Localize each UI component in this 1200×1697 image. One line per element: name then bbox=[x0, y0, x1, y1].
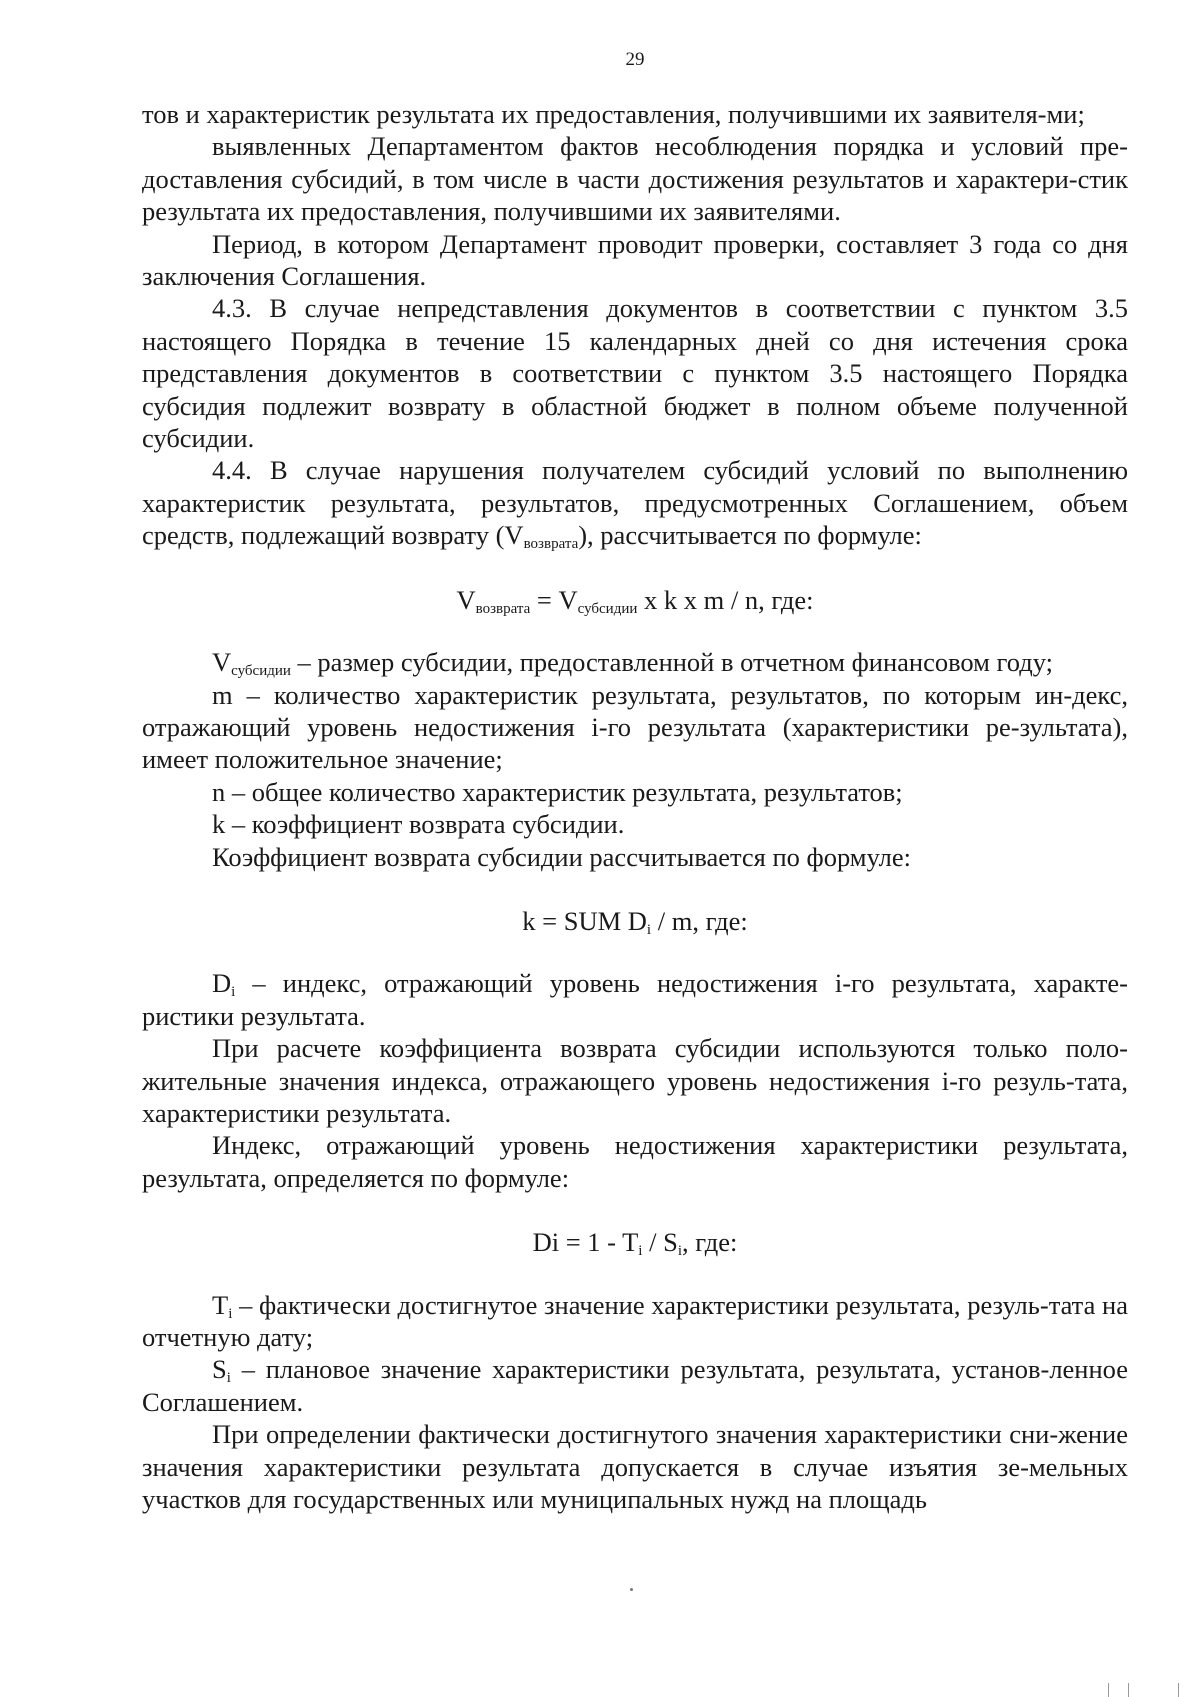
definition-s bbox=[142, 1353, 1128, 1418]
formula-3-sub1: i bbox=[638, 1243, 643, 1260]
paragraph-index-intro: Индекс, отражающий уровень недостижения характеристики результата, результата, определяется по формуле: bbox=[142, 1130, 1128, 1193]
definition-v-letter: V bbox=[212, 647, 232, 678]
paragraph-actual-value: При определении фактически достигнутого значения характеристики сни-жение значения характеристики результата допускается в случае изъятия зе-мельных участков для государственных или муниципальных нужд на площадь bbox=[142, 1419, 1128, 1515]
definition-t-subscript: i bbox=[228, 1305, 233, 1322]
paragraph-4-3: 4.3. В случае непредставления документов в соответствии с пунктом 3.5 настоящего Порядка в течение 15 календарных дней со дня истечения срока представления документов в соответствии с пунктом 3.5 настоящего Порядка субсидия подлежит возврату в областной бюджет в полном объеме полученной субсидии. bbox=[142, 293, 1128, 454]
formula-3-start: Di = 1 - T bbox=[532, 1227, 639, 1258]
definition-t-text: – фактически достигнутое значение характеристики результата, резуль-тата на отчетную дату; bbox=[142, 1289, 1128, 1352]
definition-n: n – общее количество характеристик результата, результатов; bbox=[212, 776, 903, 807]
paragraph-3: Период, в котором Департамент проводит проверки, составляет 3 года со дня заключения Соглашения. bbox=[142, 228, 1128, 292]
formula-2-rest: / m, где: bbox=[651, 905, 748, 936]
paragraph-4-4-end: ), рассчитывается по формуле: bbox=[578, 520, 922, 551]
paragraph-4-4 bbox=[142, 454, 1128, 551]
formula-3-mid: / S bbox=[642, 1227, 678, 1258]
paragraph-2: выявленных Департаментом фактов несоблюдения порядка и условий пре-доставления субсидий, в том числе в части достижения результатов и характери-стик результата их предоставления, получившими их заявителями. bbox=[142, 131, 1128, 227]
paragraph-k-formula-intro: Коэффициент возврата субсидии рассчитывается по формуле: bbox=[212, 841, 912, 872]
definition-v-subscript: субсидии bbox=[231, 663, 291, 680]
formula-1-v: V bbox=[456, 584, 476, 615]
page-number: 29 bbox=[625, 49, 645, 70]
document-body bbox=[142, 98, 1128, 1515]
definition-d-subscript: i bbox=[231, 984, 236, 1001]
paragraph-1: тов и характеристик результата их предоставления, получившими их заявителя-ми; bbox=[142, 99, 1085, 129]
definition-m: m – количество характеристик результата, результатов, по которым ин-декс, отражающий уровень недостижения i-го результата (характеристики ре-зультата), имеет положительное значение; bbox=[142, 679, 1128, 775]
paragraph-4-4-text: 4.4. В случае нарушения получателем субсидий условий по выполнению характеристик результата, результатов, предусмотренных Соглашением, объем средств, подлежащий возврату (V bbox=[142, 455, 1128, 551]
definition-s-text: – плановое значение характеристики результата, результата, установ-ленное Соглашением. bbox=[142, 1354, 1128, 1417]
definition-d bbox=[142, 967, 1128, 1032]
scan-edge-mark bbox=[1178, 1683, 1179, 1697]
formula-1-rest: x k x m / n, где: bbox=[637, 584, 814, 615]
definition-t-letter: T bbox=[212, 1289, 229, 1320]
paragraph-positive-values: При расчете коэффициента возврата субсидии используются только поло-жительные значения индекса, отражающего уровень недостижения i-го резуль-тата, характеристики результата. bbox=[142, 1033, 1128, 1128]
definition-d-text: – индекс, отражающий уровень недостижения i-го результата, характе-ристики результата. bbox=[142, 968, 1128, 1031]
definition-v-text: – размер субсидии, предоставленной в отчетном финансовом году; bbox=[290, 647, 1054, 678]
formula-3-rest: , где: bbox=[682, 1227, 738, 1258]
formula-index bbox=[142, 1194, 1128, 1288]
formula-3-sub2: i bbox=[677, 1243, 682, 1260]
definition-k: k – коэффициент возврата субсидии. bbox=[212, 809, 625, 840]
definition-t bbox=[142, 1289, 1128, 1354]
formula-1-sub1: возврата bbox=[475, 600, 531, 617]
formula-2-sub: i bbox=[646, 921, 652, 938]
formula-2-start: k = SUM D bbox=[522, 905, 647, 936]
definition-d-letter: D bbox=[212, 968, 232, 999]
definition-s-letter: S bbox=[212, 1354, 227, 1385]
definition-s-subscript: i bbox=[226, 1370, 231, 1387]
definition-v-subsidy bbox=[142, 646, 1128, 678]
paragraph-4-4-subscript: возврата bbox=[523, 536, 579, 553]
scan-edge-mark bbox=[1128, 1683, 1129, 1697]
scan-edge-mark bbox=[1108, 1683, 1109, 1697]
formula-1-eq: = V bbox=[530, 584, 578, 615]
formula-return-volume bbox=[142, 552, 1128, 646]
formula-1-sub2: субсидии bbox=[577, 600, 638, 617]
scan-artifact bbox=[630, 1588, 633, 1591]
formula-coefficient bbox=[142, 873, 1128, 967]
